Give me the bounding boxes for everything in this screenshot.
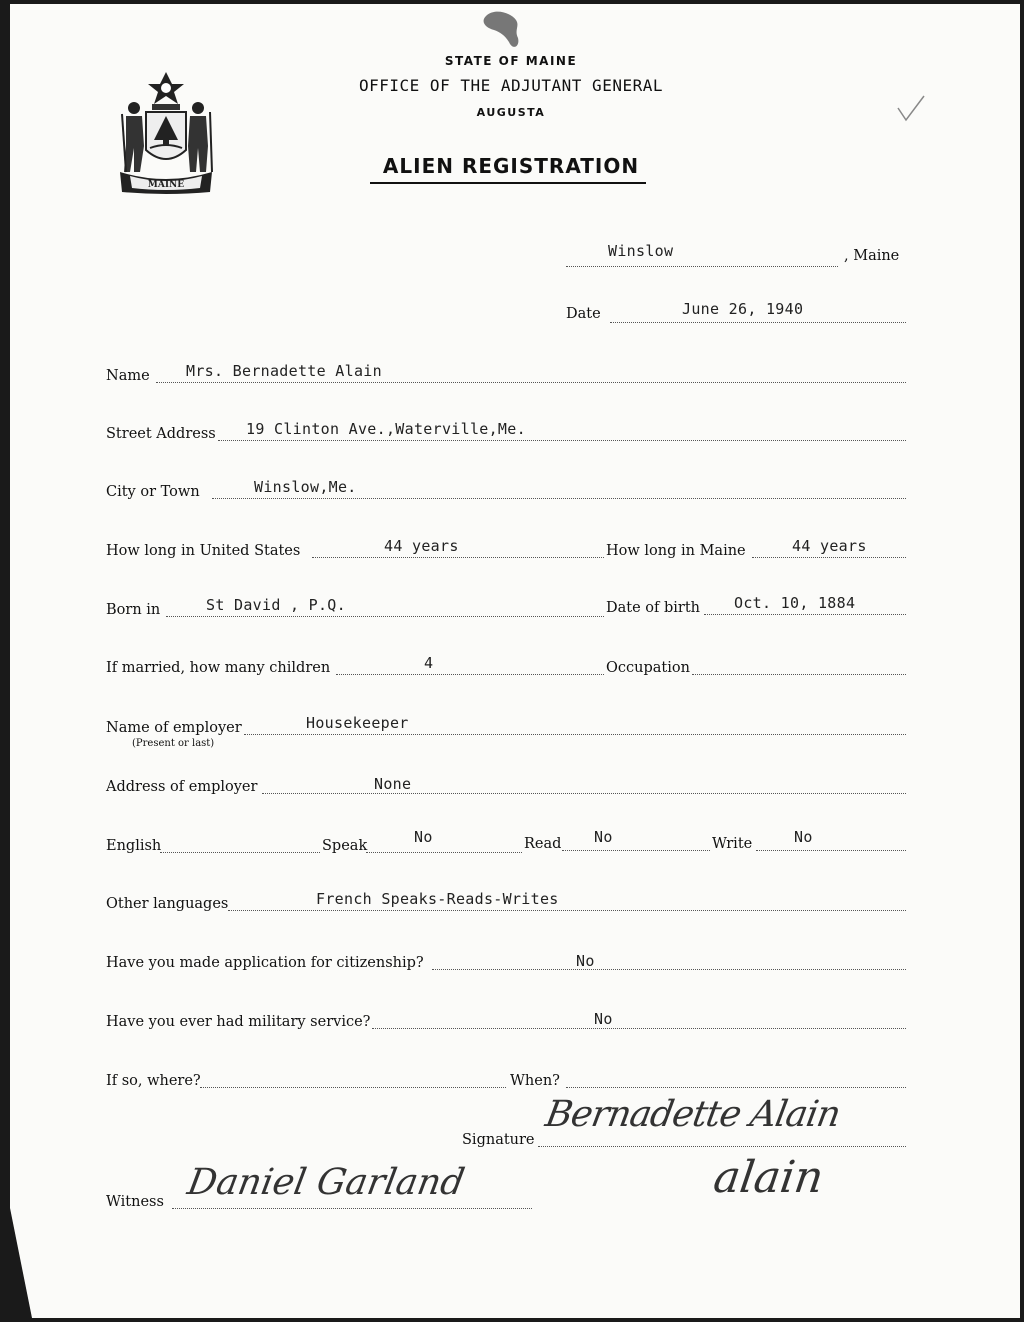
place-line (566, 266, 838, 267)
write-value[interactable]: No (794, 828, 813, 846)
where-label: If so, where? (106, 1073, 201, 1089)
english-label: English (106, 838, 162, 854)
ink-smudge (480, 8, 526, 52)
place-value[interactable]: Winslow (608, 242, 674, 260)
children-value[interactable]: 4 (424, 654, 434, 672)
form-title: ALIEN REGISTRATION (382, 154, 640, 178)
children-line (336, 674, 604, 675)
us-time-line (312, 557, 604, 558)
title-underline (370, 182, 646, 184)
street-label: Street Address (106, 426, 216, 442)
born-label: Born in (106, 602, 161, 618)
dob-line (704, 614, 906, 615)
occupation-line (692, 674, 906, 675)
english-line (160, 852, 320, 853)
speak-label: Speak (322, 838, 368, 854)
city-value[interactable]: Winslow,Me. (254, 478, 357, 496)
born-value[interactable]: St David , P.Q. (206, 596, 346, 614)
city-line (212, 498, 906, 499)
employer-address-label: Address of employer (106, 779, 258, 795)
read-label: Read (524, 836, 562, 852)
name-line (156, 382, 906, 383)
seal-label: MAINE (147, 180, 185, 190)
children-label: If married, how many children (106, 660, 331, 676)
citizenship-line (432, 969, 906, 970)
city-label: City or Town (106, 484, 200, 500)
street-value[interactable]: 19 Clinton Ave.,Waterville,Me. (246, 420, 526, 438)
write-label: Write (712, 836, 753, 852)
us-time-label: How long in United States (106, 543, 301, 559)
citizenship-value[interactable]: No (576, 952, 595, 970)
witness-line (172, 1208, 532, 1209)
signature-label: Signature (462, 1132, 535, 1148)
employer-value[interactable]: Housekeeper (306, 714, 409, 732)
date-label: Date (566, 306, 601, 322)
military-line (372, 1028, 906, 1029)
witness-value[interactable]: Daniel Garland (184, 1162, 468, 1203)
signature-extra: alain (710, 1152, 827, 1203)
occupation-label: Occupation (606, 660, 690, 676)
speak-value[interactable]: No (414, 828, 433, 846)
employer-address-value[interactable]: None (374, 775, 412, 793)
citizenship-label: Have you made application for citizenship? (106, 955, 424, 971)
registration-form-page (10, 4, 1020, 1318)
dob-value[interactable]: Oct. 10, 1884 (734, 594, 856, 612)
other-languages-line (228, 910, 906, 911)
read-line (562, 850, 710, 851)
maine-time-value[interactable]: 44 years (792, 537, 867, 555)
signature-value[interactable]: Bernadette Alain (542, 1094, 843, 1135)
born-line (166, 616, 604, 617)
maine-time-line (752, 557, 906, 558)
other-languages-label: Other languages (106, 896, 229, 912)
header-state: STATE OF MAINE (444, 54, 578, 68)
name-label: Name (106, 368, 150, 384)
street-line (218, 440, 906, 441)
when-line (566, 1087, 906, 1088)
military-label: Have you ever had military service? (106, 1014, 371, 1030)
employer-sublabel: (Present or last) (132, 738, 215, 749)
speak-line (366, 852, 522, 853)
other-languages-value[interactable]: French Speaks-Reads-Writes (316, 890, 559, 908)
read-value[interactable]: No (594, 828, 613, 846)
place-suffix: , Maine (844, 248, 900, 264)
date-line (610, 322, 906, 323)
maine-time-label: How long in Maine (606, 543, 746, 559)
witness-label: Witness (106, 1194, 164, 1210)
employer-line (244, 734, 906, 735)
employer-label: Name of employer (106, 720, 242, 736)
name-value[interactable]: Mrs. Bernadette Alain (186, 362, 382, 380)
header-office: OFFICE OF THE ADJUTANT GENERAL (359, 76, 663, 95)
header-city: AUGUSTA (476, 106, 546, 119)
military-value[interactable]: No (594, 1010, 613, 1028)
where-line (200, 1087, 506, 1088)
dob-label: Date of birth (606, 600, 701, 616)
when-label: When? (510, 1073, 560, 1089)
date-value[interactable]: June 26, 1940 (682, 300, 804, 318)
write-line (756, 850, 906, 851)
signature-line (538, 1146, 906, 1147)
employer-address-line (262, 793, 906, 794)
us-time-value[interactable]: 44 years (384, 537, 459, 555)
scan-edge-shadow (10, 1208, 32, 1318)
